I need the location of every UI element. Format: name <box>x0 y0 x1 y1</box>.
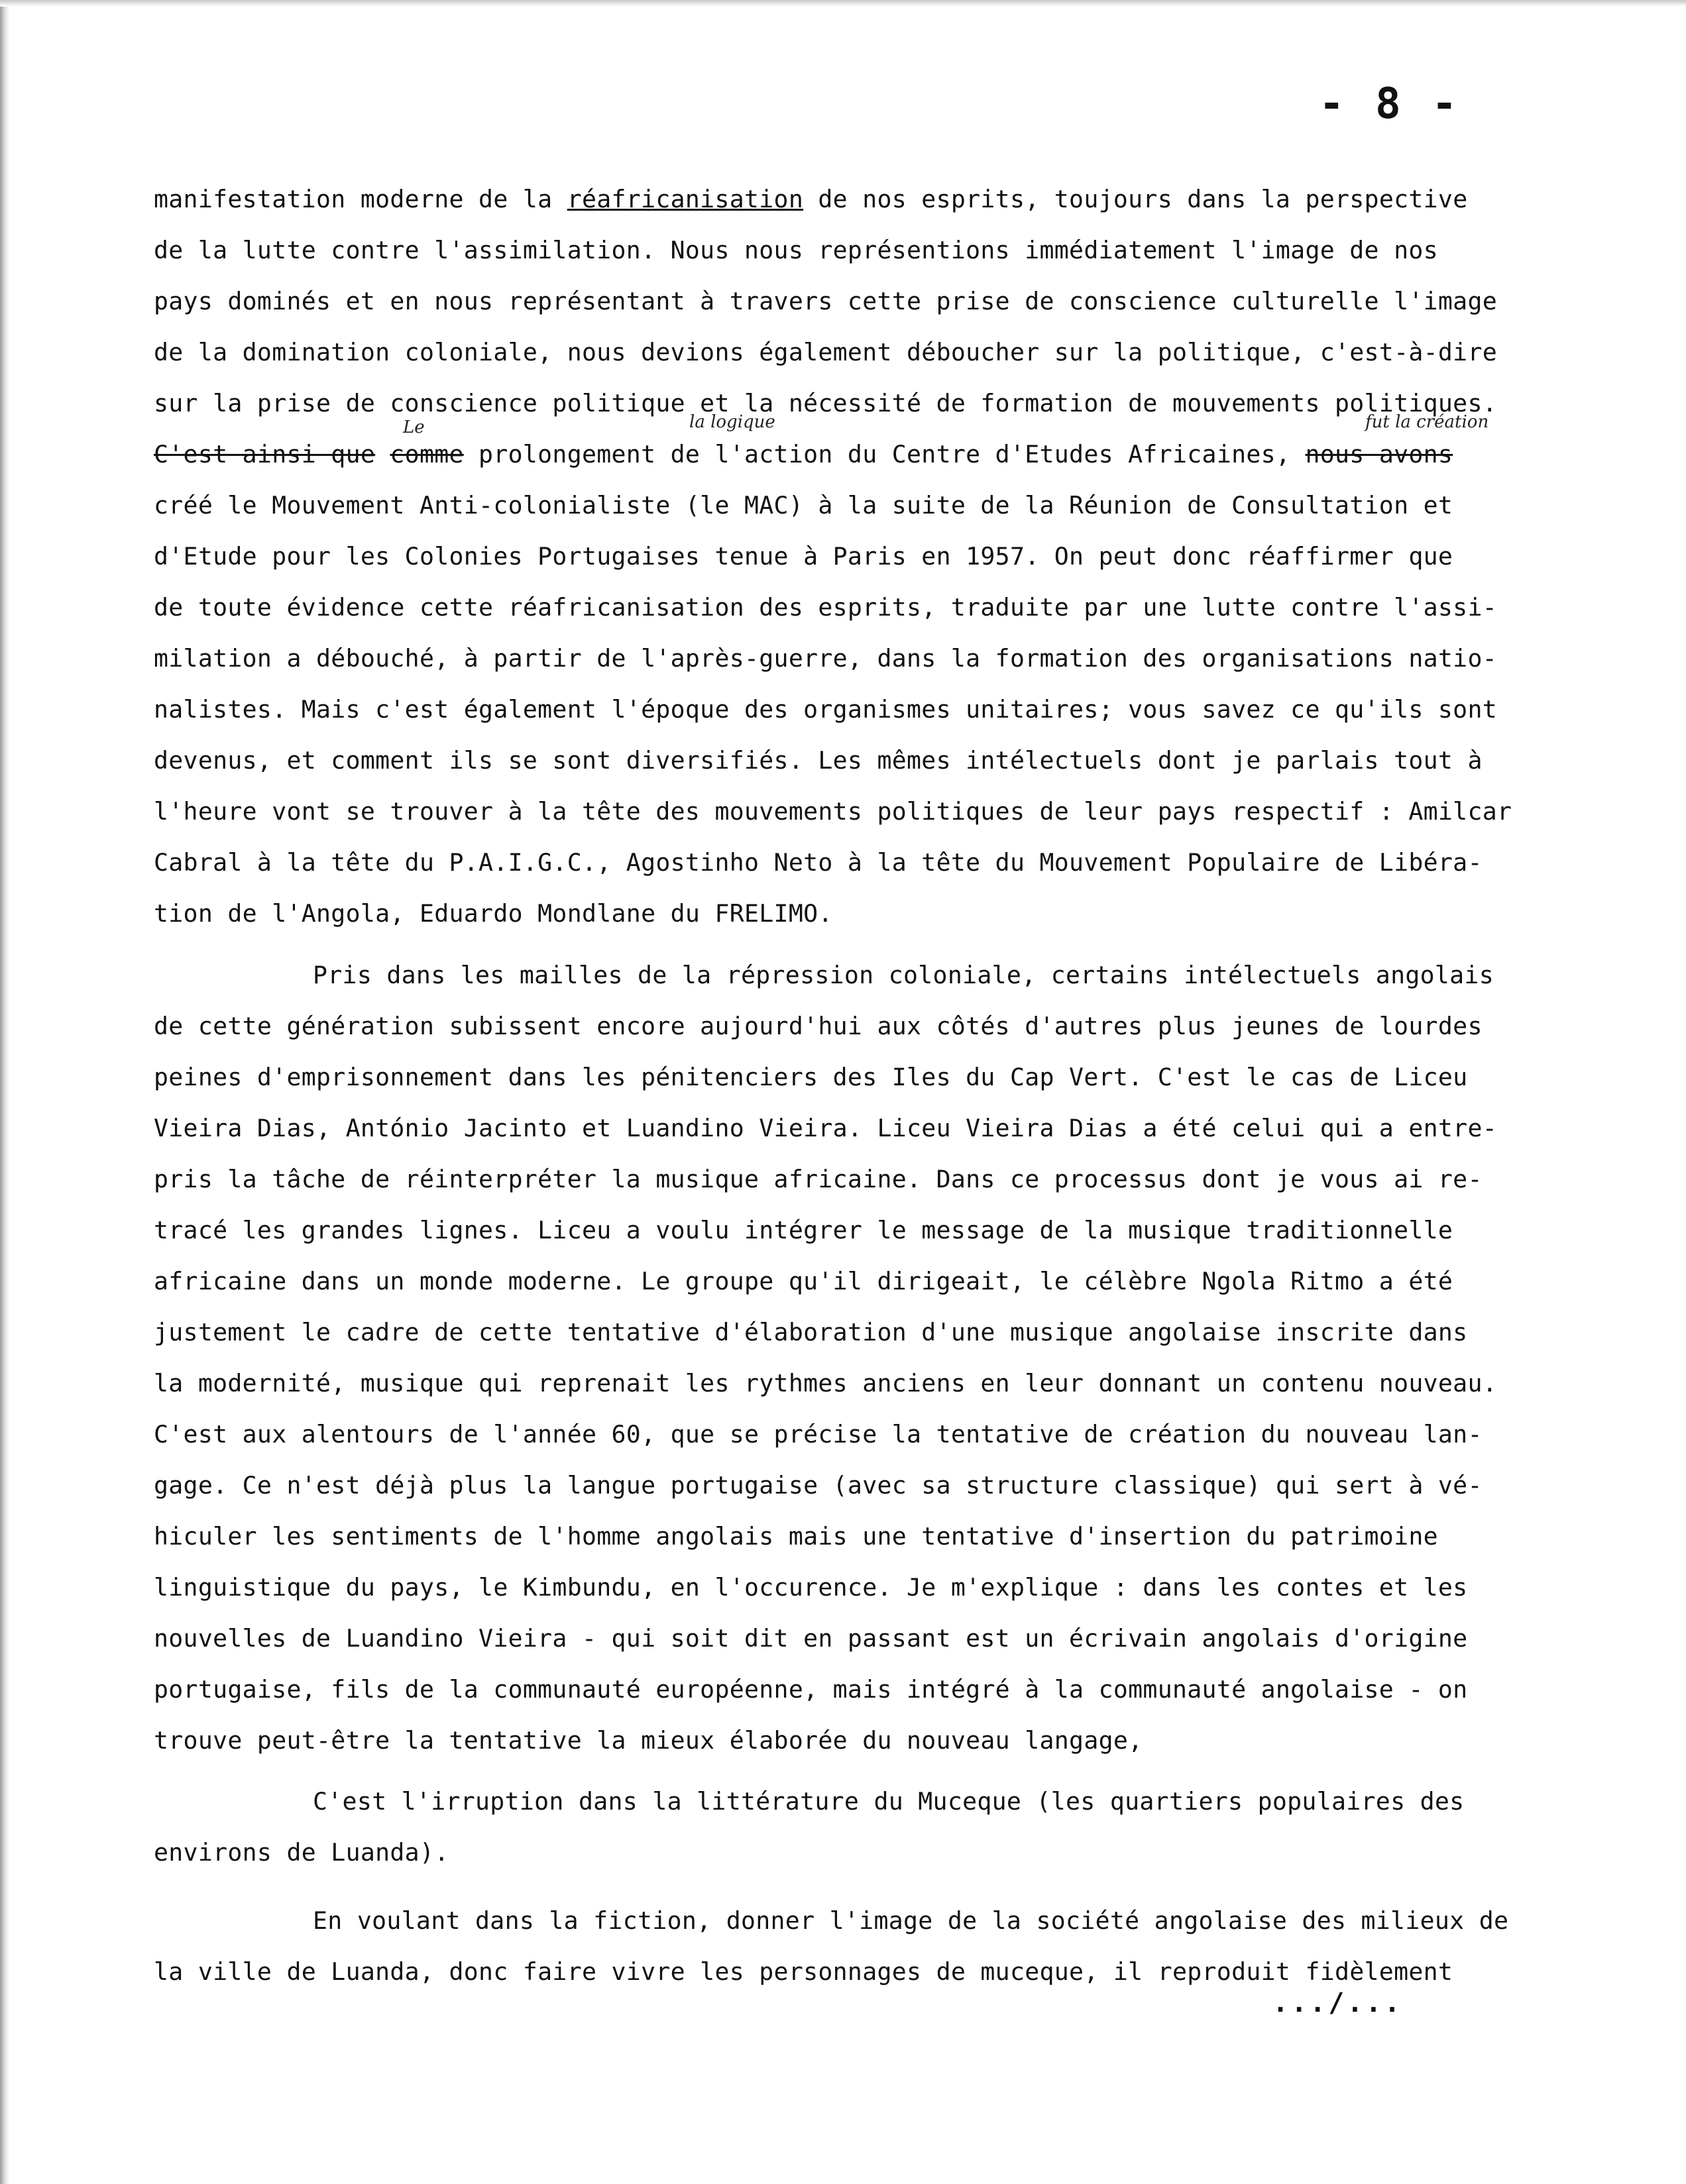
text-line: C'est aux alentours de l'année 60, que se précise la tentative de création du nouveau lan- <box>154 1420 1483 1448</box>
text-line: C'est l'irruption dans la littérature du Muceque (les quartiers populaires des <box>313 1787 1465 1816</box>
text-line: Cabral à la tête du P.A.I.G.C., Agostinho Neto à la tête du Mouvement Populaire de Libéra- <box>154 848 1483 877</box>
scan-edge-shadow <box>0 0 9 2184</box>
text-line: pays dominés et en nous représentant à travers cette prise de conscience culturelle l'image <box>154 287 1498 315</box>
text-line: justement le cadre de cette tentative d'élaboration d'une musique angolaise inscrite dans <box>154 1318 1468 1346</box>
text-line: d'Etude pour les Colonies Portugaises tenue à Paris en 1957. On peut donc réaffirmer que <box>154 542 1453 571</box>
text-line: la modernité, musique qui reprenait les rythmes anciens en leur donnant un contenu nouveau. <box>154 1369 1498 1397</box>
struck-through-text: C'est ainsi que <box>154 440 376 468</box>
underlined-word: réafricanisation <box>567 185 804 213</box>
text-line: de la lutte contre l'assimilation. Nous nous représentions immédiatement l'image de nos <box>154 236 1438 264</box>
continuation-mark: .../... <box>1272 1988 1403 2018</box>
text-line: trouve peut-être la tentative la mieux élaborée du nouveau langage, <box>154 1726 1143 1755</box>
text-line: tracé les grandes lignes. Liceu a voulu intégrer le message de la musique traditionnelle <box>154 1216 1453 1244</box>
text-line: linguistique du pays, le Kimbundu, en l'occurence. Je m'explique : dans les contes et les <box>154 1573 1468 1602</box>
text-line: de la domination coloniale, nous devions également déboucher sur la politique, c'est-à-dire <box>154 338 1498 366</box>
paragraph-2 <box>154 950 1585 1766</box>
paragraph-1 <box>154 174 1585 939</box>
text-line: tion de l'Angola, Eduardo Mondlane du FRELIMO. <box>154 899 833 928</box>
text-line: C'est ainsi que comme prolongement de l'action du Centre d'Etudes Africaines, nous avons <box>154 440 1453 468</box>
text-line: Pris dans les mailles de la répression coloniale, certains intélectuels angolais <box>313 961 1494 989</box>
text-line: environs de Luanda). <box>154 1838 449 1867</box>
text-line: peines d'emprisonnement dans les pénitenciers des Iles du Cap Vert. C'est le cas de Liceu <box>154 1063 1468 1091</box>
text-line: devenus, et comment ils se sont diversifiés. Les mêmes intélectuels dont je parlais tout à <box>154 746 1483 775</box>
text-line: de toute évidence cette réafricanisation des esprits, traduite par une lutte contre l'assi- <box>154 593 1498 622</box>
page-number: - 8 - <box>1319 80 1460 129</box>
handwritten-annotation-logique: la logique <box>689 412 775 432</box>
text-line: gage. Ce n'est déjà plus la langue portugaise (avec sa structure classique) qui sert à vé- <box>154 1471 1483 1500</box>
text-line: manifestation moderne de la réafricanisation de nos esprits, toujours dans la perspective <box>154 185 1468 213</box>
paragraph-3 <box>154 1776 1585 1878</box>
text-line: nalistes. Mais c'est également l'époque des organismes unitaires; vous savez ce qu'ils sont <box>154 695 1498 724</box>
text-line: créé le Mouvement Anti-colonialiste (le MAC) à la suite de la Réunion de Consultation et <box>154 491 1453 519</box>
text-line: l'heure vont se trouver à la tête des mouvements politiques de leur pays respectif : Amilcar <box>154 797 1512 826</box>
text-line: portugaise, fils de la communauté européenne, mais intégré à la communauté angolaise - on <box>154 1675 1468 1704</box>
text-line: pris la tâche de réinterpréter la musique africaine. Dans ce processus dont je vous ai re- <box>154 1165 1483 1193</box>
text-line: sur la prise de conscience politique et la nécessité de formation de mouvements politiques. <box>154 389 1498 417</box>
text-line: la ville de Luanda, donc faire vivre les personnages de muceque, il reproduit fidèlement <box>154 1957 1453 1986</box>
struck-through-text: comme <box>390 440 464 468</box>
text-line: En voulant dans la fiction, donner l'image de la société angolaise des milieux de <box>313 1906 1509 1935</box>
handwritten-annotation-le: Le <box>403 417 425 437</box>
text-line: africaine dans un monde moderne. Le groupe qu'il dirigeait, le célèbre Ngola Ritmo a été <box>154 1267 1453 1295</box>
text-line: de cette génération subissent encore aujourd'hui aux côtés d'autres plus jeunes de lourdes <box>154 1012 1483 1040</box>
scan-top-shadow <box>0 0 1686 7</box>
text-line: hiculer les sentiments de l'homme angolais mais une tentative d'insertion du patrimoine <box>154 1522 1438 1551</box>
struck-through-text: nous avons <box>1305 440 1453 468</box>
handwritten-annotation-creation: fut la création <box>1365 412 1489 432</box>
text-line: nouvelles de Luandino Vieira - qui soit dit en passant est un écrivain angolais d'origine <box>154 1624 1468 1653</box>
text-line: Vieira Dias, António Jacinto et Luandino Vieira. Liceu Vieira Dias a été celui qui a entre- <box>154 1114 1498 1142</box>
text-line: milation a débouché, à partir de l'après-guerre, dans la formation des organisations natio- <box>154 644 1498 673</box>
paragraph-4 <box>154 1895 1585 1997</box>
